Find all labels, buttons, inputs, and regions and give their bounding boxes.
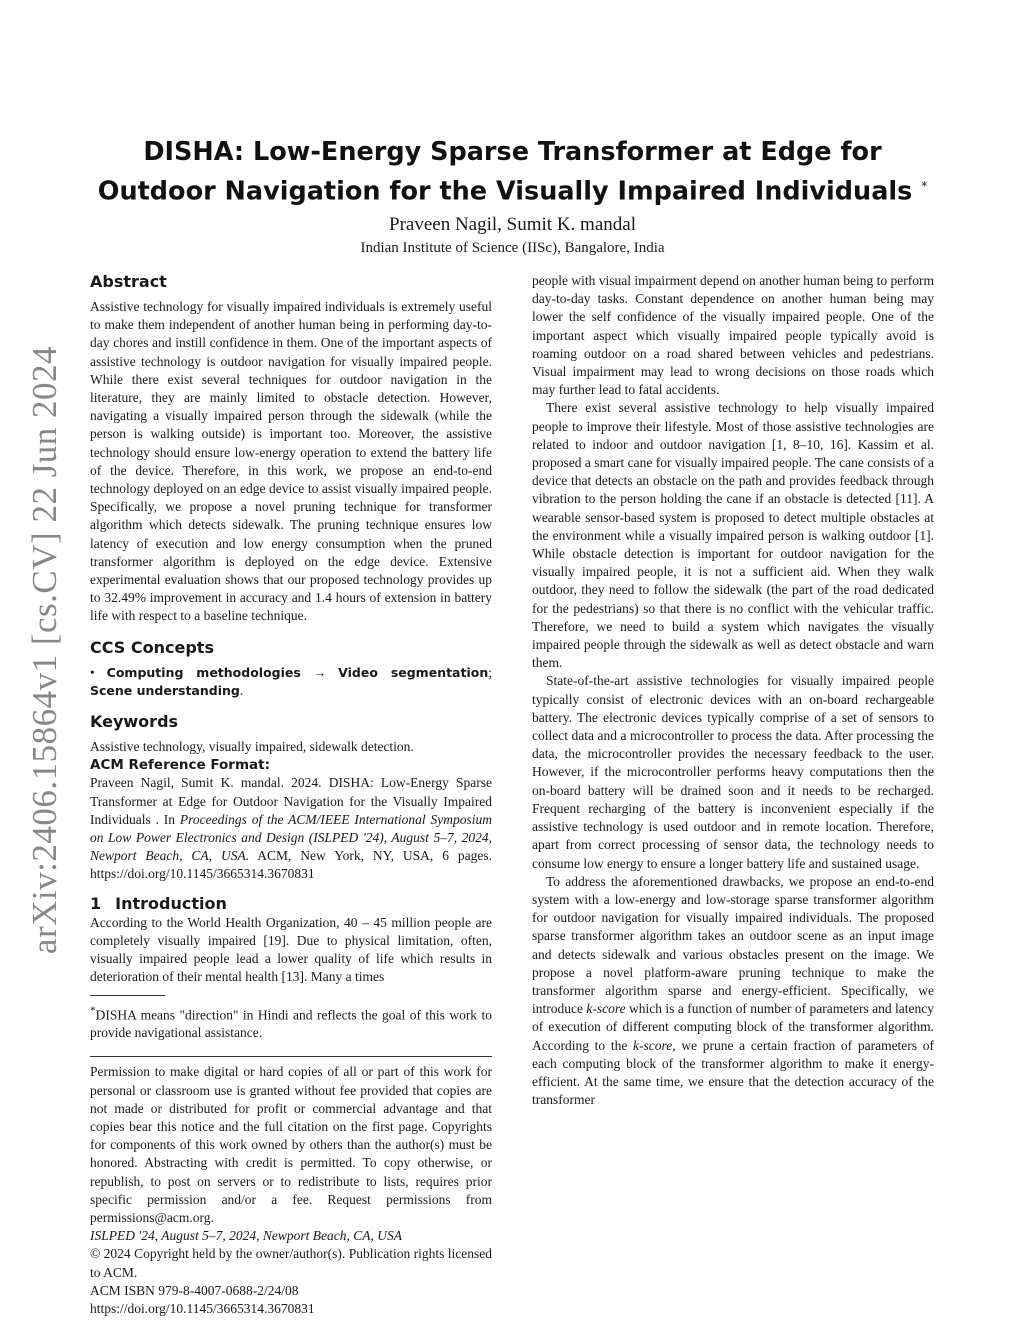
body-paragraph-4-part-c: , we prune a certain fraction of parameters of each computing block of the transformer algorithm to make it energy-efficient. At the same time, we ensure that the detection accuracy of the transformer bbox=[532, 1037, 934, 1108]
ccs-term-computing-methodologies: Computing methodologies bbox=[106, 664, 301, 680]
ccs-concepts-heading: CCS Concepts bbox=[90, 637, 214, 657]
arxiv-identifier bbox=[20, 345, 70, 955]
left-column bbox=[90, 272, 492, 1318]
acm-reference-part-b: ACM, New York, NY, USA, 6 pages. https://doi.org/10.1145/3665314.3670831 bbox=[90, 848, 492, 882]
author-list: Praveen Nagil, Sumit K. mandal bbox=[389, 214, 636, 235]
ccs-term-scene-understanding: Scene understanding bbox=[90, 682, 240, 698]
ccs-arrow: → bbox=[312, 664, 327, 680]
abstract-text: Assistive technology for visually impaired individuals is extremely useful to make them independent of another human being in performing day-to-day chores and instill confidence in them. One of the important aspects of assistive technology is outdoor navigation for visually impaired people. While there exist several techniques for outdoor navigation in the literature, they are mainly limited to obstacle detection. However, navigating a visually impaired person through the sidewalk (while the person is walking outside) is important too. Moreover, the assistive technology should ensure low-energy operation to extend the battery life of the device. Therefore, in this work, we propose an end-to-end technology deployed on an edge device to assist visually impaired people. Specifically, we propose a novel pruning technique for transformer algorithm which detects sidewalk. The pruning technique ensures low latency of execution and low energy consumption when the pruned transformer algorithm is deployed on the edge device. Extensive experimental evaluation shows that our proposed technology provides up to 32.49% improvement in accuracy and 1.4 hours of extension in battery life with respect to a baseline technique. bbox=[90, 299, 492, 624]
paper-title bbox=[90, 135, 935, 209]
ccs-term-video-segmentation: Video segmentation bbox=[338, 664, 489, 680]
abstract-section bbox=[90, 272, 492, 626]
body-paragraph-4-part-a: To address the aforementioned drawbacks, we propose an end-to-end system with a low-energy and low-storage sparse transformer algorithm for outdoor navigation for visually impaired individuals. The proposed sparse transformer algorithm takes an outdoor scene as an input image and detects sidewalk and various obstacles present on the image. We propose a novel platform-aware pruning technique to make the transformer algorithm sparse and energy-efficient. Specifically, we introduce bbox=[532, 873, 934, 1017]
paper-title-text: DISHA: Low-Energy Sparse Transformer at Edge for Outdoor Navigation for the Visually Impaired Individuals bbox=[97, 137, 913, 207]
body-paragraph-2: There exist several assistive technology to help visually impaired people to improve their lifestyle. Most of those assistive technologies are related to indoor and outdoor navigation [1, 8–10, 16]. Kassim et al. proposed a smart cane for visually impaired people. The cane consists of a device that detects an obstacle on the path and provides feedback through vibration to the person holding the cane if an obstacle is detected [11]. A wearable sensor-based system is proposed to detect multiple obstacles at the environment while a visually impaired person is walking outdoor [1]. While obstacle detection is important for outdoor navigation for the visually impaired people, it is not a sufficient aid. When they walk outdoor, they need to follow the sidewalk (the part of the road dedicated for the pedestrians) so that there is no conflict with the vehicular traffic. Therefore, we need to build a system which navigates the visually impaired people through the sidewalk as well as detect obstacle and warn them. bbox=[532, 400, 934, 671]
permission-block bbox=[90, 1063, 492, 1318]
footnote-text: DISHA means "direction" in Hindi and reflects the goal of this work to provide navigational assistance. bbox=[90, 1007, 492, 1041]
introduction-section bbox=[90, 894, 492, 987]
ccs-end: . bbox=[239, 682, 244, 698]
body-paragraph-4 bbox=[532, 873, 934, 1110]
author-affiliation: Indian Institute of Science (IISc), Bangalore, India bbox=[360, 240, 665, 256]
acm-reference-proceedings: Proceedings of the ACM/IEEE International Symposium on Low Power Electronics and Design (ISLPED '24), August 5–7, 2024, Newport Beach, CA, USA. bbox=[90, 811, 492, 864]
permission-text: Permission to make digital or hard copies of all or part of this work for personal or classroom use is granted without fee provided that copies are not made or distributed for profit or commercial advantage and that copies bear this notice and the full citation on the first page. Copyrights for components of this work owned by others than the author(s) must be honored. Abstracting with credit is permitted. To copy otherwise, or republish, to post on servers or to redistribute to lists, requires prior specific permission and/or a fee. Request permissions from permissions@acm.org. bbox=[90, 1064, 492, 1226]
keywords-heading: Keywords bbox=[90, 712, 179, 732]
body-paragraph-3: State-of-the-art assistive technologies for visually impaired people typically consist of electronic devices with an on-board rechargeable battery. The electronic devices typically comprise of a set of sensors to collect data and a microcontroller to process the data. After processing the data, the microcontroller provides the necessary feedback to the user. However, if the microcontroller performs heavy computations then the on-board battery will be drained soon and it needs to be recharged. Frequent recharging of the battery is inconvenient especially if the assistive technology is used outdoor and in remote location. Therefore, apart from correct processing of sensor data, the technology needs to consume low energy to ensure a longer battery life and sustained usage. bbox=[532, 673, 934, 871]
abstract-heading: Abstract bbox=[90, 272, 167, 291]
footnote bbox=[90, 1002, 492, 1043]
footnote-mark: * bbox=[90, 1004, 96, 1017]
permission-venue bbox=[90, 1227, 492, 1245]
k-score-term: k-score bbox=[586, 1001, 626, 1017]
acm-reference-part-a: Praveen Nagil, Sumit K. mandal. 2024. DISHA: Low-Energy Sparse Transformer at Edge for Outdoor Navigation for the Visually Impaired Individuals . In bbox=[90, 775, 492, 827]
acm-reference-format bbox=[90, 756, 492, 883]
title-footnote-mark: * bbox=[921, 179, 928, 193]
footnote-divider bbox=[90, 995, 165, 996]
doi-link[interactable]: https://doi.org/10.1145/3665314.3670831 bbox=[90, 1301, 315, 1317]
body-paragraph-4-part-b: which is a function of number of parameters and latency of execution of different computing block of the transformer algorithm. According to the bbox=[532, 1001, 935, 1053]
isbn-line: ACM ISBN 979-8-4007-0688-2/24/08 bbox=[90, 1282, 299, 1298]
ccs-bullet: • bbox=[90, 664, 95, 680]
ccs-concepts-text bbox=[90, 664, 492, 700]
introduction-title: Introduction bbox=[115, 893, 227, 913]
ccs-concepts-section bbox=[90, 638, 492, 700]
right-column bbox=[532, 272, 934, 1109]
keywords-section bbox=[90, 712, 492, 756]
arxiv-id-text: arXiv:2406.15864v1 [cs.CV] 22 Jun 2024 bbox=[25, 345, 64, 955]
body-paragraph-1: people with visual impairment depend on another human being to perform day-to-day tasks. Constant dependence on another human being may lower the self confidence of the visually impaired people. One of the important aspect which visually impaired people typically avoid is roaming outdoor on a road shared between vehicles and pedestrians. Visual impairment may lead to wrong decisions on those roads which may further lead to fatal accidents. bbox=[532, 273, 934, 398]
k-score-term-2: k-score bbox=[633, 1037, 673, 1053]
copyright-line: © 2024 Copyright held by the owner/author(s). Publication rights licensed to ACM. bbox=[90, 1246, 492, 1280]
introduction-text: According to the World Health Organization, 40 – 45 million people are completely visually impaired [19]. Due to physical limitation, often, visually impaired people lead a lower quality of life which results in deterioration of their mental health [13]. Many a times bbox=[90, 914, 492, 985]
keywords-text: Assistive technology, visually impaired, sidewalk detection. bbox=[90, 739, 414, 755]
ccs-separator: ; bbox=[488, 664, 493, 680]
acm-reference-heading: ACM Reference Format: bbox=[90, 757, 270, 774]
introduction-number: 1 bbox=[90, 893, 102, 913]
venue-text: ISLPED '24, August 5–7, 2024, Newport Beach, CA, USA bbox=[90, 1228, 402, 1244]
acm-reference-text bbox=[90, 774, 492, 883]
introduction-heading bbox=[90, 894, 492, 914]
permission-divider bbox=[90, 1056, 492, 1057]
